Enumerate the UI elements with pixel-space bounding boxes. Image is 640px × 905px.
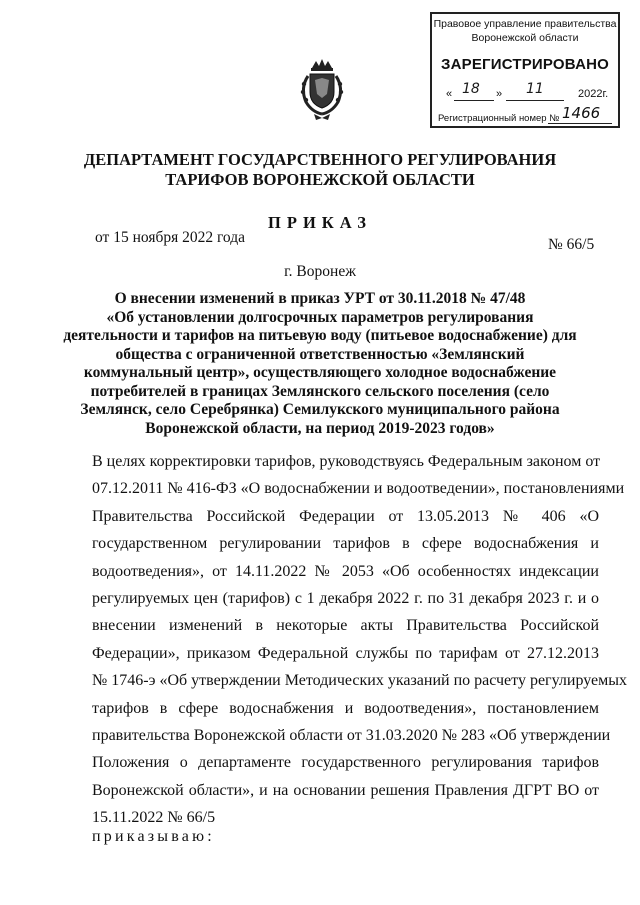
subject-line: общества с ограниченной ответственностью «Землянский	[115, 345, 525, 363]
stamp-registered-label: ЗАРЕГИСТРИРОВАНО	[440, 56, 610, 73]
body-line: 15.11.2022 № 66/5	[92, 809, 216, 827]
body-line: Федерации», приказом Федеральной службы по тарифам от 27.12.2013	[92, 644, 599, 662]
stamp-number: 1466	[562, 104, 601, 122]
order-subject	[0, 290, 640, 438]
body-line: Положения о департаменте государственного регулирования тарифов	[92, 754, 599, 772]
subject-line: деятельности и тарифов на питьевую воду (питьевое водоснабжение) для	[63, 327, 577, 344]
body-line: № 1746-э «Об утверждении Методических указаний по расчету регулируемых	[92, 672, 627, 690]
stamp-number-row	[438, 104, 612, 126]
order-date: от 15 ноября 2022 года	[95, 229, 246, 246]
order-heading: ПРИКАЗ	[268, 213, 372, 232]
body-line: внесении изменений в некоторые акты Правительства Российской	[92, 617, 599, 635]
stamp-number-label: Регистрационный номер №	[438, 113, 560, 124]
subject-line: О внесении изменений в приказ УРТ от 30.11.2018 № 47/48	[114, 290, 526, 307]
order-city: г. Воронеж	[284, 263, 356, 280]
body-line: правительства Воронежской области от 31.03.2020 № 283 «Об утверждении	[92, 726, 611, 744]
order-body	[92, 448, 627, 831]
stamp-quote-close: »	[496, 88, 503, 100]
body-line: 07.12.2011 № 416-ФЗ «О водоснабжении и водоотведении», постановлениями	[92, 480, 625, 498]
body-line: Правительства Российской Федерации от 13.05.2013 № 406 «О	[92, 507, 599, 525]
stamp-number-underline	[548, 123, 612, 124]
order-number: № 66/5	[548, 236, 595, 253]
stamp-day-underline	[454, 100, 494, 101]
stamp-year: 2022г.	[578, 88, 609, 100]
subject-line: «Об установлении долгосрочных параметров регулирования	[106, 308, 534, 326]
department-title-line1: ДЕПАРТАМЕНТ ГОСУДАРСТВЕННОГО РЕГУЛИРОВАНИЯ	[83, 150, 557, 169]
department-title	[0, 150, 640, 190]
stamp-quote-open: «	[446, 88, 453, 100]
subject-line: Землянск, село Серебрянка) Семилукского муниципального района	[80, 401, 560, 418]
subject-line: потребителей в границах Землянского сельского поселения (село	[90, 382, 550, 400]
stamp-month-underline	[506, 100, 564, 101]
registration-stamp	[430, 12, 620, 128]
stamp-month: 11	[526, 81, 544, 97]
stamp-day: 18	[462, 81, 480, 97]
body-line: Воронежской области», и на основании решения Правления ДГРТ ВО от	[92, 781, 599, 799]
body-line: водоотведения», от 14.11.2022 № 2053 «Об особенностях индексации	[92, 562, 599, 580]
body-line: тарифов в сфере водоснабжения и водоотведения», постановлением	[92, 699, 599, 717]
stamp-authority-line2: Воронежской области	[471, 32, 579, 44]
body-line: государственном регулировании тарифов в сфере водоснабжения и	[92, 535, 599, 553]
subject-line: коммунальный центр», осуществляющего холодное водоснабжение	[83, 364, 557, 381]
body-line: регулируемых цен (тарифов) с 1 декабря 2022 г. по 31 декабря 2023 г. и о	[92, 589, 599, 607]
subject-line: Воронежской области, на период 2019-2023 годов»	[145, 419, 495, 437]
order-directive: приказываю:	[92, 828, 215, 845]
stamp-date-row	[446, 81, 612, 104]
stamp-authority-line1: Правовое управление правительства	[433, 18, 617, 30]
department-title-line2: ТАРИФОВ ВОРОНЕЖСКОЙ ОБЛАСТИ	[165, 170, 475, 189]
body-line: В целях корректировки тарифов, руководствуясь Федеральным законом от	[92, 453, 601, 470]
coat-of-arms-icon	[296, 58, 348, 122]
